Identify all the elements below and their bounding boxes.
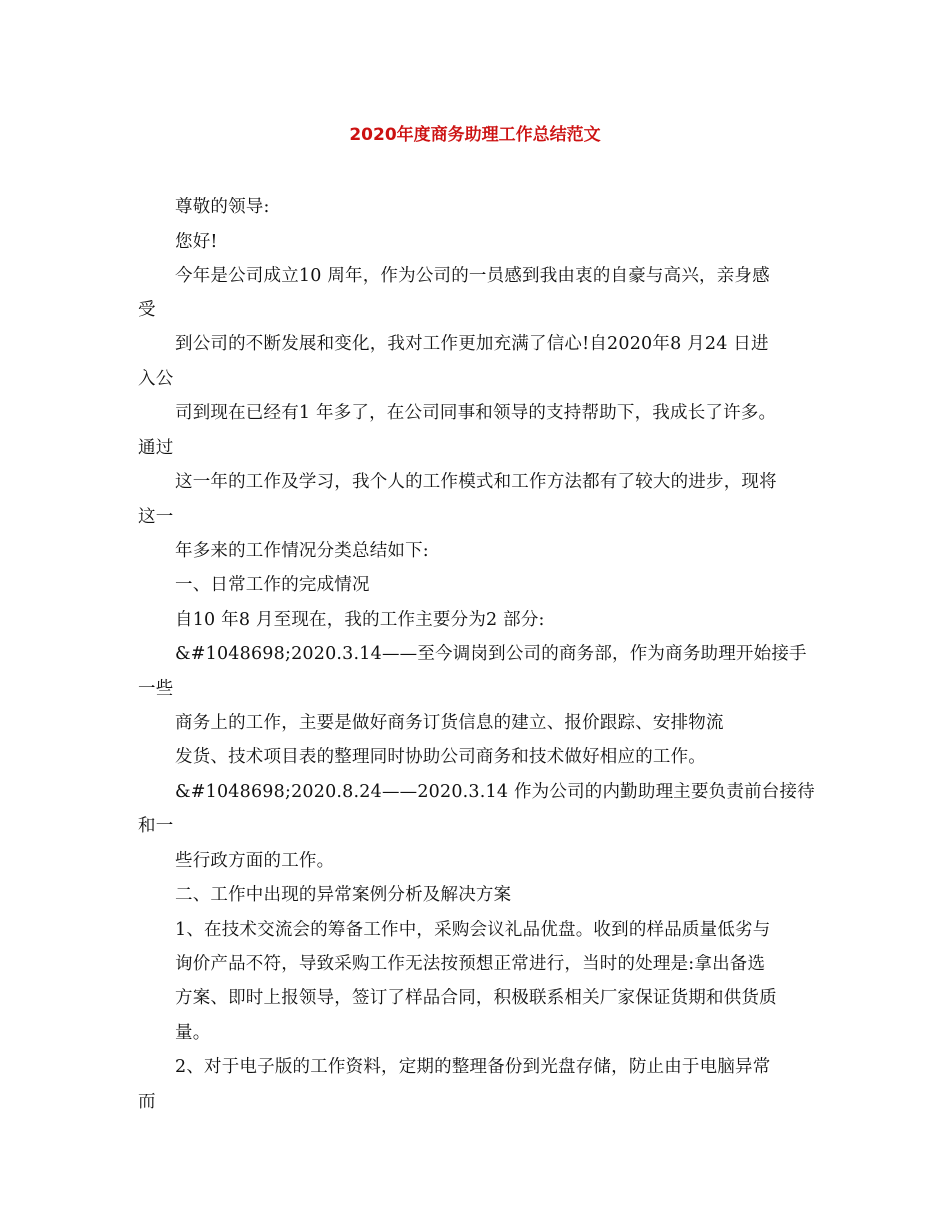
list-item-line: &#1048698;2020.3.14——至今调岗到公司的商务部，作为商务助理开始接手 (175, 644, 807, 664)
paragraph-line: 量。 (175, 1023, 211, 1043)
list-item-line: 商务上的工作，主要是做好商务订货信息的建立、报价跟踪、安排物流 (175, 713, 724, 733)
section-heading: 二、工作中出现的异常案例分析及解决方案 (175, 885, 512, 905)
salutation: 尊敬的领导: (175, 197, 270, 217)
document-title: 2020年度商务助理工作总结范文 (349, 125, 601, 145)
paragraph-line: 而 (138, 1092, 156, 1112)
list-item-line: 和一 (138, 816, 174, 836)
paragraph-line: 司到现在已经有1 年多了，在公司同事和领导的支持帮助下，我成长了许多。 (175, 403, 777, 423)
greeting: 您好! (175, 232, 218, 252)
list-item-line: 一些 (138, 679, 174, 699)
paragraph-line: 入公 (138, 369, 174, 389)
paragraph-line: 通过 (138, 438, 174, 458)
paragraph-line: 这一 (138, 507, 174, 527)
paragraph-line: 受 (138, 300, 156, 320)
paragraph-line: 年多来的工作情况分类总结如下: (175, 541, 429, 561)
paragraph-line: 方案、即时上报领导，签订了样品合同，积极联系相关厂家保证货期和供货质 (175, 988, 777, 1008)
paragraph-line: 到公司的不断发展和变化，我对工作更加充满了信心!自2020年8 月24 日进 (175, 334, 769, 354)
paragraph-line: 自10 年8 月至现在，我的工作主要分为2 部分: (175, 610, 545, 630)
section-heading: 一、日常工作的完成情况 (175, 575, 370, 595)
list-item-line: 些行政方面的工作。 (175, 851, 335, 871)
paragraph-line: 今年是公司成立10 周年，作为公司的一员感到我由衷的自豪与高兴，亲身感 (175, 266, 770, 286)
list-item-line: &#1048698;2020.8.24——2020.3.14 作为公司的内勤助理主要负责前台接待 (175, 782, 815, 802)
paragraph-line: 询价产品不符，导致采购工作无法按预想正常进行，当时的处理是:拿出备选 (175, 954, 766, 974)
paragraph-line: 2、对于电子版的工作资料，定期的整理备份到光盘存储，防止由于电脑异常 (175, 1057, 771, 1077)
paragraph-line: 这一年的工作及学习，我个人的工作模式和工作方法都有了较大的进步，现将 (175, 472, 777, 492)
paragraph-line: 1、在技术交流会的筹备工作中，采购会议礼品优盘。收到的样品质量低劣与 (175, 920, 771, 940)
list-item-line: 发货、技术项目表的整理同时协助公司商务和技术做好相应的工作。 (175, 747, 706, 767)
